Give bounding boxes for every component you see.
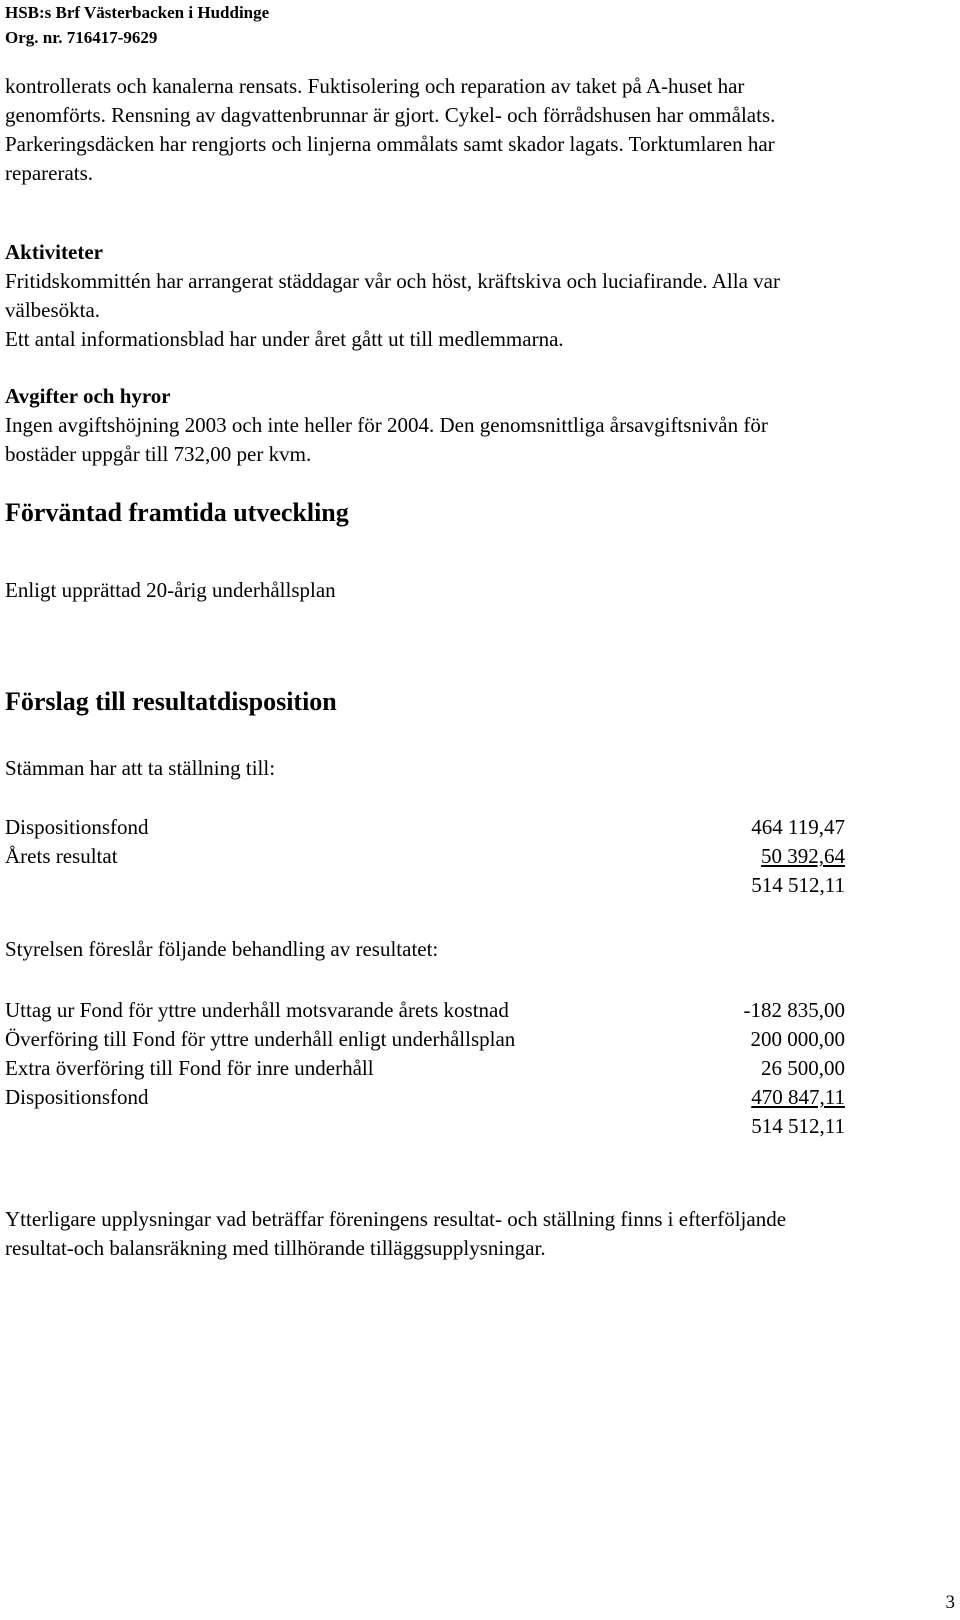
table-row bbox=[5, 996, 845, 1025]
text-line: Fritidskommittén har arrangerat städdagar vår och höst, kräftskiva och luciafirande. Alla var bbox=[5, 269, 780, 293]
text-line: Ett antal informationsblad har under året gått ut till medlemmarna. bbox=[5, 327, 564, 351]
row-amount: 514 512,11 bbox=[751, 873, 845, 897]
text-line: Parkeringsdäcken har rengjorts och linjerna ommålats samt skador lagats. Torktumlaren har bbox=[5, 132, 775, 156]
resultatdisposition-heading: Förslag till resultatdisposition bbox=[5, 687, 337, 716]
resultatdisposition-intro: Stämman har att ta ställning till: bbox=[5, 756, 276, 780]
document-header bbox=[5, 0, 269, 50]
row-label: Extra överföring till Fond för inre underhåll bbox=[5, 1056, 374, 1080]
text-line: kontrollerats och kanalerna rensats. Fuktisolering och reparation av taket på A-huset har bbox=[5, 74, 745, 98]
text-line: Ingen avgiftshöjning 2003 och inte heller för 2004. Den genomsnittliga årsavgiftsnivån för bbox=[5, 413, 768, 437]
text-line: bostäder uppgår till 732,00 per kvm. bbox=[5, 442, 312, 466]
row-label: Dispositionsfond bbox=[5, 1085, 149, 1109]
framtida-text: Enligt upprättad 20-årig underhållsplan bbox=[5, 578, 336, 602]
row-amount: 50 392,64 bbox=[761, 844, 845, 868]
table-row bbox=[5, 842, 845, 871]
text-line: resultat-och balansräkning med tillhörande tilläggsupplysningar. bbox=[5, 1236, 546, 1260]
aktiviteter-section bbox=[5, 238, 940, 354]
section-heading: Aktiviteter bbox=[5, 240, 103, 264]
intro-paragraph bbox=[5, 72, 940, 188]
table-row bbox=[5, 1054, 845, 1083]
table-row-total bbox=[5, 871, 845, 900]
text-line: reparerats. bbox=[5, 161, 94, 185]
table-row bbox=[5, 1025, 845, 1054]
row-amount: -182 835,00 bbox=[743, 998, 845, 1022]
row-label: Årets resultat bbox=[5, 844, 118, 868]
row-amount: 470 847,11 bbox=[751, 1085, 845, 1109]
row-label: Uttag ur Fond för yttre underhåll motsvarande årets kostnad bbox=[5, 998, 509, 1022]
org-number: Org. nr. 716417-9629 bbox=[5, 28, 158, 47]
row-amount: 26 500,00 bbox=[761, 1056, 845, 1080]
framtida-heading: Förväntad framtida utveckling bbox=[5, 498, 349, 527]
table-row bbox=[5, 1083, 845, 1112]
text-line: Ytterligare upplysningar vad beträffar föreningens resultat- och ställning finns i efterföljande bbox=[5, 1207, 787, 1231]
row-amount: 514 512,11 bbox=[751, 1114, 845, 1138]
disposition-table bbox=[5, 813, 940, 900]
proposal-intro: Styrelsen föreslår följande behandling av resultatet: bbox=[5, 937, 439, 961]
text-line: välbesökta. bbox=[5, 298, 101, 322]
closing-paragraph bbox=[5, 1205, 940, 1263]
row-label: Överföring till Fond för yttre underhåll enligt underhållsplan bbox=[5, 1027, 516, 1051]
table-row bbox=[5, 813, 845, 842]
proposal-table bbox=[5, 996, 940, 1141]
row-amount: 464 119,47 bbox=[751, 815, 845, 839]
section-heading: Avgifter och hyror bbox=[5, 384, 171, 408]
row-amount: 200 000,00 bbox=[750, 1027, 845, 1051]
avgifter-section bbox=[5, 382, 940, 469]
page-number: 3 bbox=[945, 1592, 955, 1613]
org-name: HSB:s Brf Västerbacken i Huddinge bbox=[5, 3, 270, 22]
row-label: Dispositionsfond bbox=[5, 815, 149, 839]
text-line: genomförts. Rensning av dagvattenbrunnar är gjort. Cykel- och förrådshusen har ommålats. bbox=[5, 103, 776, 127]
table-row-total bbox=[5, 1112, 845, 1141]
